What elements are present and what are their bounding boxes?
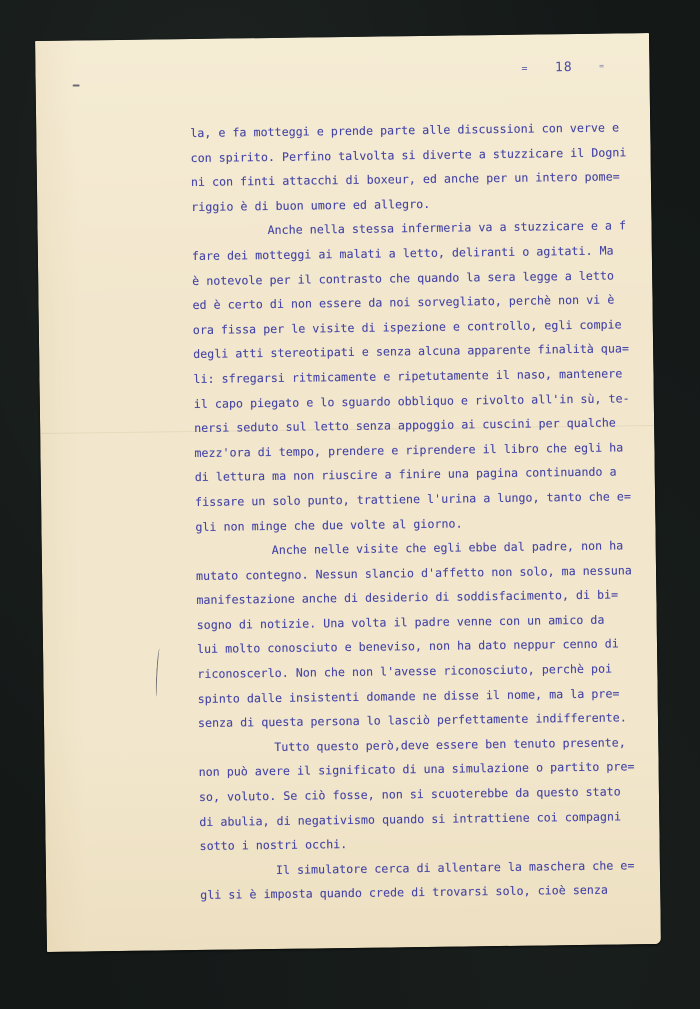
text-line: gli si è imposta quando crede di trovarsi solo, cioè senza xyxy=(200,883,609,903)
text-line: sogno di notizie. Una volta il padre venne con un amico da xyxy=(196,612,605,632)
text-line: la, e fa motteggi e prende parte alle discussioni con verve e xyxy=(190,120,620,141)
text-line: degli atti stereotipati e senza alcuna apparente finalità qua= xyxy=(193,341,630,362)
text-line: fissare un solo punto, trattiene l'urina a lungo, tanto che e= xyxy=(195,489,632,509)
paragraph-start-line: Il simulatore cerca di allentare la maschera che e= xyxy=(275,858,635,877)
text-line: fare dei motteggi ai malati a letto, deliranti o agitati. Ma xyxy=(191,243,614,263)
page-number-prefix: = xyxy=(521,63,529,75)
page-number-value: 18 xyxy=(554,60,573,76)
text-line: di abulia, di negativismo quando si intrattiene coi compagni xyxy=(199,809,622,829)
text-line: ora fissa per le visite di ispezione e controllo, egli compie xyxy=(192,317,622,337)
text-line: è notevole per il contrasto che quando la sera legge a letto xyxy=(192,268,615,288)
paragraph-start-line: Anche nelle visite che egli ebbe dal padre, non ha xyxy=(271,538,624,558)
text-line: non può avere il significato di una simulazione o partito pre= xyxy=(198,759,635,780)
document-page xyxy=(35,33,661,952)
text-line: ni con finti attacchi di boxeur, ed anche per un intero pome= xyxy=(190,169,620,190)
text-line: spinto dalle insistenti domande ne disse il nome, ma la pre= xyxy=(197,686,620,706)
text-line: manifestazione anche di desiderio di soddisfacimento, di bi= xyxy=(196,587,619,608)
text-line: senza di questa persona lo lasciò perfettamente indifferente. xyxy=(197,710,627,731)
page-number xyxy=(521,60,605,76)
text-line: ed è certo di non essere da noi sorvegliato, perchè non vi è xyxy=(192,292,615,313)
text-line: so, voluto. Se ciò fosse, non si scuoterebbe da questo stato xyxy=(198,784,621,805)
text-line: mezz'ora di tempo, prendere e riprendere il libro che egli ha xyxy=(194,440,624,460)
text-line: riggio è di buon umore ed allegro. xyxy=(191,196,431,214)
text-line: gli non minge che due volte al giorno. xyxy=(195,516,463,534)
typewritten-body xyxy=(190,115,656,908)
margin-pencil-mark xyxy=(155,648,162,696)
text-line: sotto i nostri occhi. xyxy=(199,837,348,854)
text-line: lui molto conosciuto e beneviso, non ha dato neppur cenno di xyxy=(196,636,619,657)
text-line: il capo piegato e lo sguardo obbliquo e rivolto all'in sù, te- xyxy=(193,390,630,411)
text-line: nersi seduto sul letto senza appoggio ai cuscini per qualche xyxy=(194,415,617,436)
text-line: di lettura ma non riuscire a finire una pagina continuando a xyxy=(194,464,617,485)
text-line: li: sfregarsi ritmicamente e ripetutamente il naso, mantenere xyxy=(193,366,623,386)
paragraph-start-line: Tutto questo però,deve essere ben tenuto presente, xyxy=(274,735,626,754)
text-line: mutato contegno. Nessun slancio d'affetto non solo, ma nessuna xyxy=(195,562,633,583)
text-line: riconoscerlo. Non che non l'avesse riconosciuto, perchè poi xyxy=(197,661,613,682)
corner-pencil-mark xyxy=(73,84,80,86)
text-line: con spirito. Perfino talvolta si diverte a stuzzicare il Dogni xyxy=(190,144,627,165)
page-number-suffix: = xyxy=(599,61,605,71)
paragraph-start-line: Anche nella stessa infermeria va a stuzzicare e a f xyxy=(267,218,627,238)
